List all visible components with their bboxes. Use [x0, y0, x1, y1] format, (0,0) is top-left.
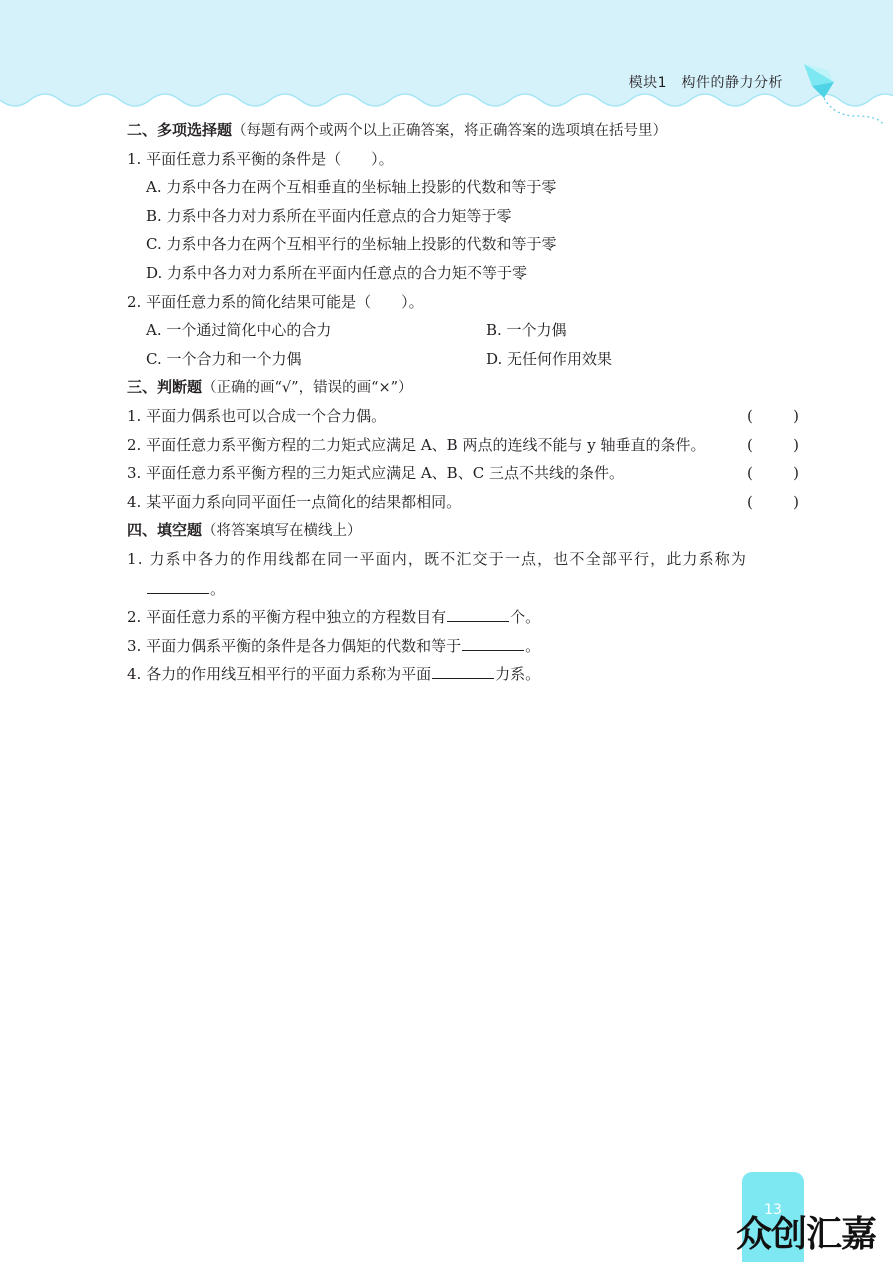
- fill-blank: [447, 602, 509, 622]
- s2-q2-options-row1: [127, 316, 799, 345]
- s2-q1-option-c: C. 力系中各力在两个互相平行的坐标轴上投影的代数和等于零: [146, 235, 557, 254]
- section3-heading: 三、判断题: [127, 378, 203, 397]
- s3-item-3-text: 3. 平面任意力系平衡方程的三力矩式应满足 A、B、C 三点不共线的条件。: [127, 464, 624, 483]
- s2-q1-option-d: D. 力系中各力对力系所在平面内任意点的合力矩不等于零: [146, 263, 528, 282]
- bracket-close: ): [793, 464, 799, 483]
- s2-q2-option-a: A. 一个通过简化中心的合力: [146, 321, 332, 340]
- s3-item-2-text: 2. 平面任意力系平衡方程的二力矩式应满足 A、B 两点的连线不能与 y 轴垂直的条件。: [127, 435, 706, 454]
- s3-item-1: [127, 402, 799, 431]
- fill-blank: [147, 574, 209, 594]
- bracket-open: (: [747, 435, 753, 454]
- s4-q4-before: 4. 各力的作用线互相平行的平面力系称为平面: [127, 665, 432, 684]
- bracket-close: ): [793, 406, 799, 425]
- fill-blank: [432, 659, 494, 679]
- s2-q1-option-b: B. 力系中各力对力系所在平面内任意点的合力矩等于零: [146, 206, 512, 225]
- section4-note: （将答案填写在横线上）: [202, 523, 362, 540]
- bracket-open: (: [747, 406, 753, 425]
- s2-q2-option-d: D. 无任何作用效果: [486, 349, 613, 368]
- s3-item-4: [127, 488, 799, 517]
- s3-item-4-text: 4. 某平面力系向同平面任一点简化的结果都相同。: [127, 492, 462, 511]
- fill-blank: [462, 631, 524, 651]
- s4-q2: [127, 602, 799, 631]
- bracket-close: ): [793, 435, 799, 454]
- s3-item-3: [127, 459, 799, 488]
- s2-q2-options-row2: [127, 345, 799, 374]
- paper-plane-icon: [794, 52, 890, 132]
- s4-q1-end: 。: [210, 579, 226, 598]
- bracket-close: ): [793, 492, 799, 511]
- s4-q1-line2: [127, 574, 799, 603]
- s4-q3-before: 3. 平面力偶系平衡的条件是各力偶矩的代数和等于: [127, 636, 462, 655]
- s4-q3: [127, 631, 799, 660]
- s4-q3-after: 。: [525, 636, 541, 655]
- section2-heading: 二、多项选择题: [127, 121, 233, 139]
- watermark-logo: 众创汇嘉: [736, 1214, 877, 1255]
- s4-q4-after: 力系。: [495, 665, 541, 684]
- section2-heading-line: [127, 116, 799, 145]
- page-number: 13: [764, 1202, 782, 1218]
- section2-note: （每题有两个或两个以上正确答案，将正确答案的选项填在括号里）: [232, 123, 668, 139]
- bracket-open: (: [747, 492, 753, 511]
- section3-heading-line: [127, 373, 799, 402]
- chapter-title: 模块1 构件的静力分析: [628, 75, 783, 91]
- s2-q2-option-c: C. 一个合力和一个力偶: [146, 349, 302, 368]
- section4-heading: 四、填空题: [127, 521, 203, 540]
- section4-heading-line: [127, 516, 799, 545]
- s4-q4: [127, 659, 799, 688]
- bracket-open: (: [747, 464, 753, 483]
- exercise-content: [127, 116, 799, 688]
- s4-q1-line1: 1. 力系中各力的作用线都在同一平面内，既不汇交于一点，也不全部平行，此力系称为: [127, 549, 748, 568]
- s2-q1-stem: 1. 平面任意力系平衡的条件是（ ）。: [127, 149, 394, 168]
- s4-q2-before: 2. 平面任意力系的平衡方程中独立的方程数目有: [127, 608, 447, 627]
- s2-q2-option-b: B. 一个力偶: [486, 321, 567, 340]
- section3-note: （正确的画“√”，错误的画“×”）: [202, 380, 413, 397]
- s3-item-1-text: 1. 平面力偶系也可以合成一个合力偶。: [127, 406, 387, 425]
- s2-q1-option-a: A. 力系中各力在两个互相垂直的坐标轴上投影的代数和等于零: [146, 178, 557, 197]
- s3-item-2: [127, 431, 799, 460]
- s2-q2-stem: 2. 平面任意力系的简化结果可能是（ ）。: [127, 292, 424, 311]
- s4-q2-after: 个。: [510, 608, 541, 627]
